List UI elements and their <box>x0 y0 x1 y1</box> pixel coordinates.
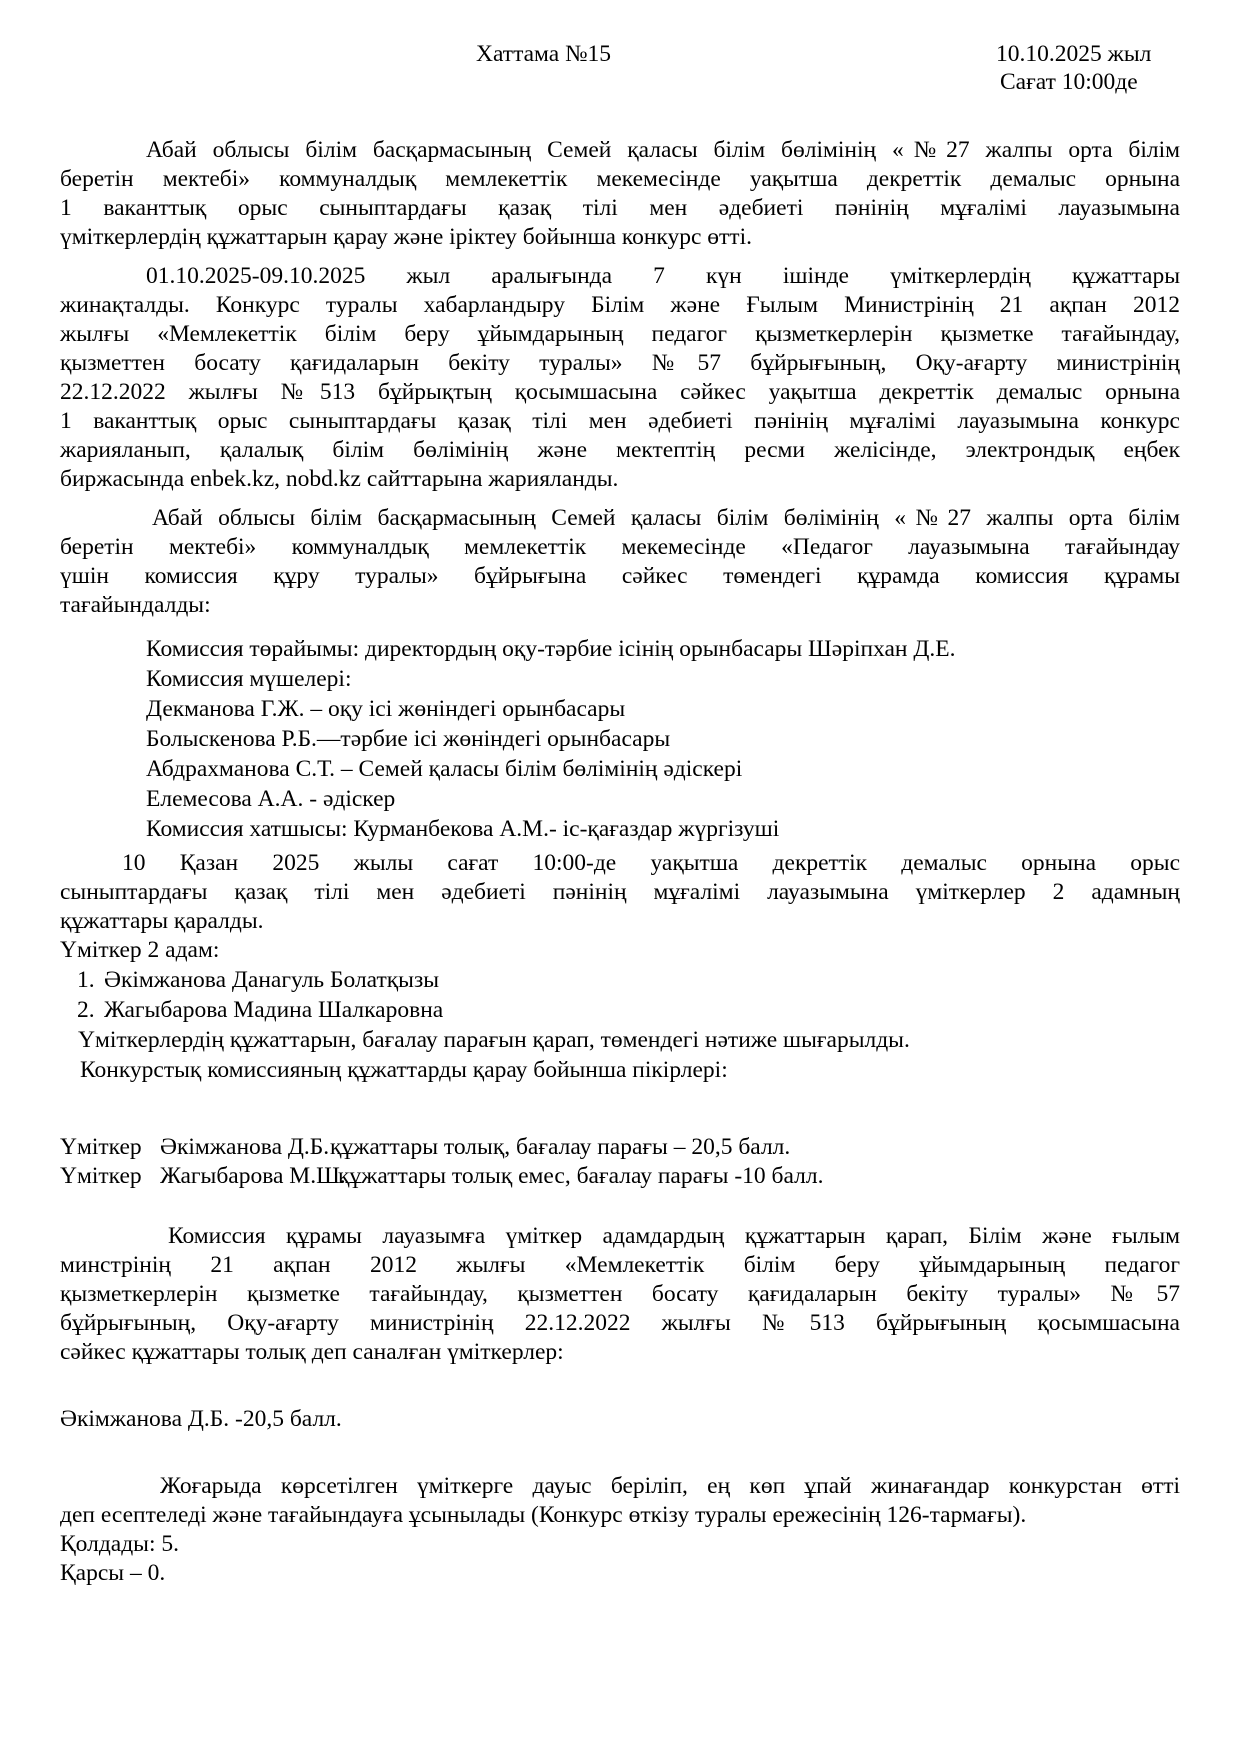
selected-candidate: Әкімжанова Д.Б. -20,5 балл. <box>60 1406 342 1432</box>
text-line: тағайындалды: <box>60 592 211 618</box>
votes-against: Қарсы – 0. <box>60 1560 166 1586</box>
evaluation-result: құжаттары толық емес, бағалау парағы -10 балл. <box>338 1163 824 1189</box>
text-line: Комиссия құрамы лауазымға үміткер адамдардың құжаттарын қарап, Білім және ғылым <box>168 1223 1180 1249</box>
candidate-number: 1. <box>77 967 95 993</box>
document-title: Хаттама №15 <box>476 41 611 67</box>
commission-secretary: Комиссия хатшысы: Курманбекова А.М.- іс-қағаздар жүргізуші <box>146 816 780 842</box>
text-line: беретін мектебі» коммуналдық мемлекеттік мекемесінде «Педагог лауазымына тағайындау <box>60 534 1180 560</box>
text-line: Абай облысы білім басқармасының Семей қаласы білім бөлімінің «№27 жалпы орта білім <box>146 137 1180 163</box>
text-line: үміткерлердің құжаттарын қарау және іріктеу бойынша конкурс өтті. <box>60 224 752 250</box>
text-line: бұйрығының, Оқу-ағарту министрінің 22.12.2022 жылғы №513 бұйрығының қосымшасына <box>60 1310 1180 1336</box>
text-line: 1 ваканттық орыс сыныптардағы қазақ тілі мен әдебиеті пәнінің мұғалімі лауазымына конкурс <box>60 408 1180 434</box>
evaluation-label: Үміткер <box>60 1163 142 1189</box>
commission-member: Декманова Г.Ж. – оқу ісі жөніндегі орынбасары <box>146 696 626 722</box>
document-time: Сағат 10:00де <box>1000 69 1138 95</box>
candidate-name: Жагыбарова Мадина Шалкаровна <box>104 997 444 1023</box>
text-line: сәйкес құжаттары толық деп саналған үміткерлер: <box>60 1339 564 1365</box>
document-date: 10.10.2025 жыл <box>996 41 1152 67</box>
commission-member: Елемесова А.А. - әдіскер <box>146 786 396 812</box>
commission-member: Болыскенова Р.Б.—тәрбие ісі жөніндегі орынбасары <box>146 726 671 752</box>
text-line: 1 ваканттық орыс сыныптардағы қазақ тілі мен әдебиеті пәнінің мұғалімі лауазымына <box>60 195 1180 221</box>
text-line: 01.10.2025-09.10.2025 жыл аралығында 7 күн ішінде үміткерлердің құжаттары <box>146 263 1180 289</box>
text-line: жинақталды. Конкурс туралы хабарландыру Білім және Ғылым Министрінің 21 ақпан 2012 <box>60 292 1180 318</box>
candidate-number: 2. <box>77 997 95 1023</box>
text-line: беретін мектебі» коммуналдық мемлекеттік мекемесінде уақытша декреттік демалыс орнына <box>60 166 1180 192</box>
text-line: жылғы «Мемлекеттік білім беру ұйымдарының педагог қызметкерлерін қызметке тағайындау, <box>60 321 1180 347</box>
opinions-label: Конкурстық комиссияның құжаттарды қарау бойынша пікірлері: <box>80 1057 728 1083</box>
evaluation-name: Жагыбарова М.Ш. <box>160 1163 346 1189</box>
candidates-label: Үміткер 2 адам: <box>60 937 220 963</box>
text-line: жарияланып, қалалық білім бөлімінің және мектептің ресми желісінде, электрондық еңбек <box>60 437 1180 463</box>
result-note: Үміткерлердің құжаттарын, бағалау парағын қарап, төмендегі нәтиже шығарылды. <box>78 1027 910 1053</box>
commission-members-label: Комиссия мүшелері: <box>146 666 352 692</box>
votes-for: Қолдады: 5. <box>60 1531 180 1557</box>
evaluation-name: Әкімжанова Д.Б. <box>160 1134 330 1160</box>
commission-member: Абдрахманова С.Т. – Семей қаласы білім бөлімінің әдіскері <box>146 756 743 782</box>
text-line: биржасында enbek.kz, nobd.kz сайттарына жарияланды. <box>60 466 619 492</box>
text-line: Абай облысы білім басқармасының Семей қаласы білім бөлімінің «№27 жалпы орта білім <box>152 505 1180 531</box>
evaluation-result: құжаттары толық, бағалау парағы – 20,5 балл. <box>330 1134 791 1160</box>
text-line: 10 Қазан 2025 жылы сағат 10:00-де уақытша декреттік демалыс орнына орыс <box>122 850 1180 876</box>
text-line: Жоғарыда көрсетілген үміткерге дауыс беріліп, ең көп ұпай жинағандар конкурстан өтті <box>160 1473 1180 1499</box>
text-line: құжаттары қаралды. <box>60 908 264 934</box>
text-line: қызметтен босату қағидаларын бекіту туралы» №57 бұйрығының, Оқу-ағарту министрінің <box>60 350 1180 376</box>
candidate-name: Әкімжанова Данагуль Болатқызы <box>104 967 440 993</box>
commission-chair: Комиссия төрайымы: директордың оқу-тәрбие ісінің орынбасары Шәріпхан Д.Е. <box>146 636 956 662</box>
text-line: минстрінің 21 ақпан 2012 жылғы «Мемлекеттік білім беру ұйымдарының педагог <box>60 1252 1180 1278</box>
text-line: қызметкерлерін қызметке тағайындау, қызметтен босату қағидаларын бекіту туралы» №57 <box>60 1281 1180 1307</box>
text-line: сыныптардағы қазақ тілі мен әдебиеті пәнінің мұғалімі лауазымына үміткерлер 2 адамның <box>60 879 1180 905</box>
evaluation-label: Үміткер <box>60 1134 142 1160</box>
text-line: деп есептеледі және тағайындауға ұсынылады (Конкурс өткізу туралы ережесінің 126-тармағы). <box>60 1502 1027 1528</box>
text-line: 22.12.2022 жылғы №513 бұйрықтың қосымшасына сәйкес уақытша декреттік демалыс орнына <box>60 379 1180 405</box>
text-line: үшін комиссия құру туралы» бұйрығына сәйкес төмендегі құрамда комиссия құрамы <box>60 563 1180 589</box>
